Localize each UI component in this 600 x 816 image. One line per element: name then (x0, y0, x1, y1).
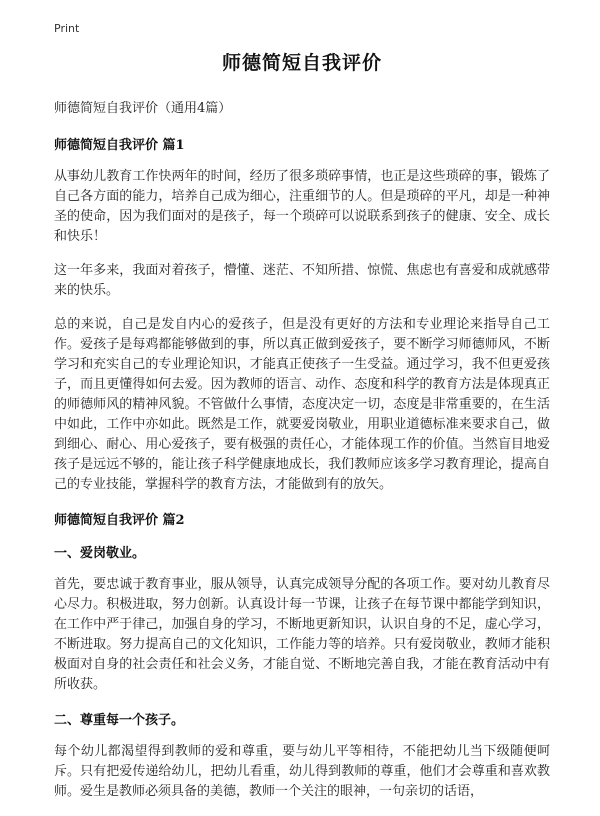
paragraph: 每个幼儿都渴望得到教师的爱和尊重，要与幼儿平等相待，不能把幼儿当下级随便呵斥。只有把爱传递给幼儿，把幼儿看重，幼儿得到教师的尊重，他们才会尊重和喜欢教师。爱生是教师必须具备的美德，教师一个关注的眼神，一句亲切的话语， (54, 744, 550, 799)
subsection-heading: 二、尊重每一个孩子。 (54, 713, 185, 728)
section-heading: 师德简短自我评价 篇2 (54, 513, 185, 528)
page-title: 师德简短自我评价 (221, 52, 382, 74)
document-subtitle: 师德简短自我评价（通用4篇） (54, 101, 232, 116)
paragraph: 首先，要忠诚于教育事业，服从领导，认真完成领导分配的各项工作。要对幼儿教育尽心尽力。积极进取，努力创新。认真设计每一节课，让孩子在每节课中都能学到知识，在工作中严于律己，加强自身的学习，不断地更新知识，认识自身的不足，虚心学习，不断进取。努力提高自己的文化知识，工作能力等的培养。只有爱岗敬业，教师才能积极面对自身的社会责任和社会义务，才能自觉、不断地完善自我，才能在教育活动中有所收获。 (54, 577, 550, 692)
paragraph: 总的来说，自己是发自内心的爱孩子，但是没有更好的方法和专业理论来指导自己工作。爱孩子是每鸡都能够做到的事，所以真正做到爱孩子，要不断学习师德师风，不断学习和充实自己的专业理论知识，才能真正使孩子一生受益。通过学习，我不但更爱孩子，而且更懂得如何去爱。因为教师的语言、动作、态度和科学的教育方法是体现真正的师德师风的精神风貌。不管做什么事情，态度决定一切，态度是非常重要的，在生活中如此，工作中亦如此。既然是工作，就要爱岗敬业，用职业道德标准来要求自己，做到细心、耐心、用心爱孩子，要有极强的责任心，才能体现工作的价值。当然盲目地爱孩子是远远不够的，能让孩子科学健康地成长，我们教师应该多学习教育理论，提高自己的专业技能，掌握科学的教育方法，才能做到有的放矢。 (54, 317, 550, 492)
paragraph: 从事幼儿教育工作快两年的时间，经历了很多琐碎事情，也正是这些琐碎的事，锻炼了自己各方面的能力，培养自己成为细心，注重细节的人。但是琐碎的平凡，却是一种神圣的使命，因为我们面对的是孩子，每一个琐碎可以说联系到孩子的健康、安全、成长和快乐！ (54, 169, 550, 244)
section-2 (54, 509, 550, 802)
paragraph: 这一年多来，我面对着孩子，懵懂、迷茫、不知所措、惊慌、焦虑也有喜爱和成就感带来的快乐。 (54, 263, 550, 298)
section-1 (54, 134, 550, 495)
document-page (54, 48, 550, 816)
print-label[interactable]: Print (54, 22, 80, 35)
subsection-heading: 一、爱岗敬业。 (54, 546, 146, 561)
section-heading: 师德简短自我评价 篇1 (54, 138, 185, 153)
